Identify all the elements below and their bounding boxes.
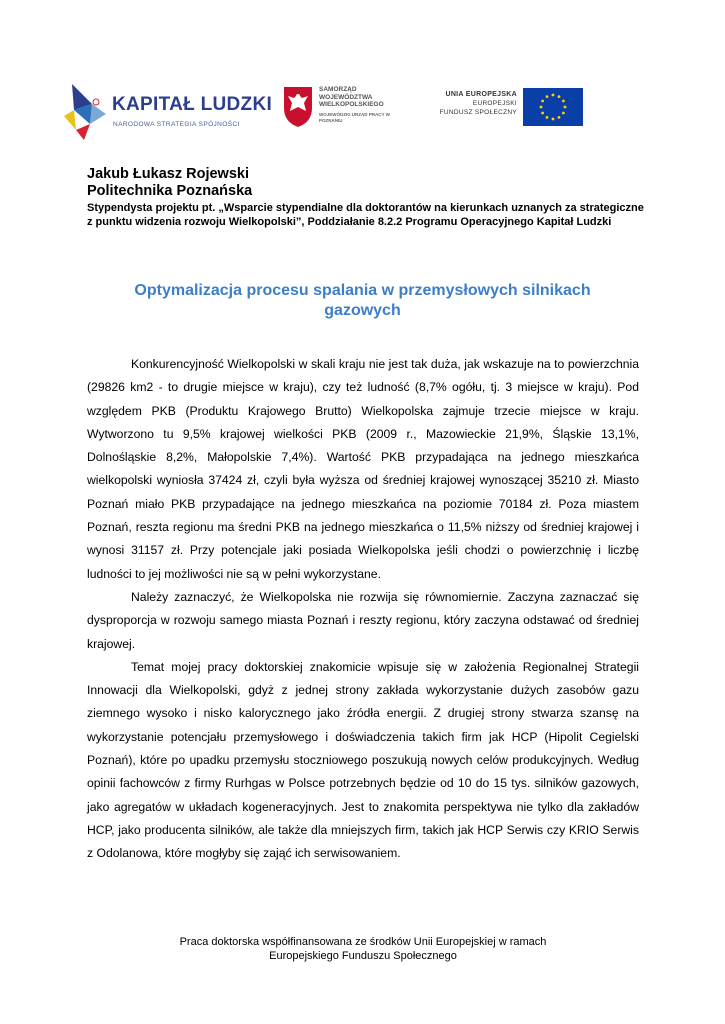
author-block bbox=[87, 166, 647, 229]
document-title: Optymalizacja procesu spalania w przemysłowych silnikach gazowych bbox=[134, 282, 591, 319]
samorzad-subtitle: WOJEWÓDZKI URZĄD PRACY W POZNANIU bbox=[319, 112, 390, 123]
author-name: Jakub Łukasz Rojewski bbox=[87, 166, 249, 182]
ue-line1: UNIA EUROPEJSKA bbox=[445, 91, 517, 98]
ue-logo bbox=[420, 88, 590, 128]
eagle-shield-icon bbox=[283, 86, 313, 128]
footer bbox=[87, 935, 639, 963]
paragraph-1: Konkurencyjność Wielkopolski w skali kraju nie jest tak duża, jak wskazuje na to powierzchnia (29826 km2 - to drugie miejsce w kraju), czy też ludność (8,7% ogółu, tj. 3 miejsce w kraju). Pod względem PKB (Produktu Krajowego Brutto) Wielkopolska zajmuje trzecie miejsce w kraju. Wytworzono tu 9,5% krajowej wielkości PKB (2009 r., Mazowieckie 21,9%, Śląskie 13,1%, Dolnośląskie 8,2%, Małopolskie 7,4%). Wartość PKB przypadająca na jednego mieszkańca wielkopolski wyniosła 37424 zł, czyli była wyższa od średniej krajowej wynoszącej 35210 zł. Miasto Poznań miało PKB przypadające na jednego mieszkańca na poziomie 70184 zł. Poza miastem Poznań, reszta regionu ma średni PKB na jednego mieszkańca o 11,5% niższy od średniej krajowej i wynosi 31157 zł. Przy potencjale jaki posiada Wielkopolska jeśli chodzi o powierzchnię i liczbę ludności to jej możliwości nie są w pełni wykorzystane. bbox=[87, 357, 639, 581]
samorzad-title: SAMORZĄD WOJEWÓDZTWA WIELKOPOLSKIEGO bbox=[319, 86, 384, 108]
footer-line1: Praca doktorska współfinansowana ze środków Unii Europejskiej w ramach bbox=[179, 936, 547, 948]
author-university: Politechnika Poznańska bbox=[87, 183, 253, 199]
kapital-ludzki-icon bbox=[62, 80, 110, 142]
paragraph-3: Temat mojej pracy doktorskiej znakomicie wpisuje się w założenia Regionalnej Strategii Innowacji dla Wielkopolski, gdyż z jednej strony zakłada wykorzystanie dużych zasobów gazu ziemnego wysoko i nisko kalorycznego jako źródła energii. Z drugiej strony stwarza szansę na wykorzystanie potencjału przemysłowego i doświadczenia takich firm jak HCP (Hipolit Cegielski Poznań), które po upadku przemysłu stoczniowego poszukują nowych celów produkcyjnych. Według opinii fachowców z firmy Rurhgas w Polsce potrzebnych będzie od 10 do 15 tys. silników gazowych, jako agregatów w układach kogeneracyjnych. Jest to znakomita perspektywa nie tylko dla zakładów HCP, jako producenta silników, ale także dla mniejszych firm, takich jak HCP Serwis czy KRIO Serwis z Odolanowa, które mogłyby się zająć ich serwisowaniem. bbox=[87, 659, 639, 861]
kapital-ludzki-subtitle: NARODOWA STRATEGIA SPÓJNOŚCI bbox=[113, 121, 240, 128]
paragraph-2: Należy zaznaczyć, że Wielkopolska nie rozwija się równomiernie. Zaczyna zaznaczać się dysproporcja w rozwoju samego miasta Poznań i reszty regionu, który zaczyna odstawać od średniej krajowej. bbox=[87, 589, 639, 651]
ue-line2: EUROPEJSKI bbox=[472, 100, 517, 107]
footer-line2: Europejskiego Funduszu Społecznego bbox=[269, 950, 457, 962]
kapital-ludzki-logo bbox=[62, 80, 273, 142]
logo-row bbox=[0, 70, 725, 150]
ue-text bbox=[420, 90, 517, 117]
kapital-ludzki-title: KAPITAŁ LUDZKI bbox=[112, 94, 273, 115]
eu-flag-icon bbox=[523, 88, 583, 126]
author-description: Stypendysta projektu pt. „Wsparcie stypendialne dla doktorantów na kierunkach uznanych za strategiczne z punktu widzenia rozwoju Wielkopolski”, Poddziałanie 8.2.2 Programu Operacyjnego Kapitał Ludzki bbox=[87, 202, 644, 228]
ue-line3: FUNDUSZ SPOŁECZNY bbox=[439, 109, 517, 116]
body-text bbox=[87, 353, 639, 866]
samorzad-logo bbox=[283, 84, 403, 134]
